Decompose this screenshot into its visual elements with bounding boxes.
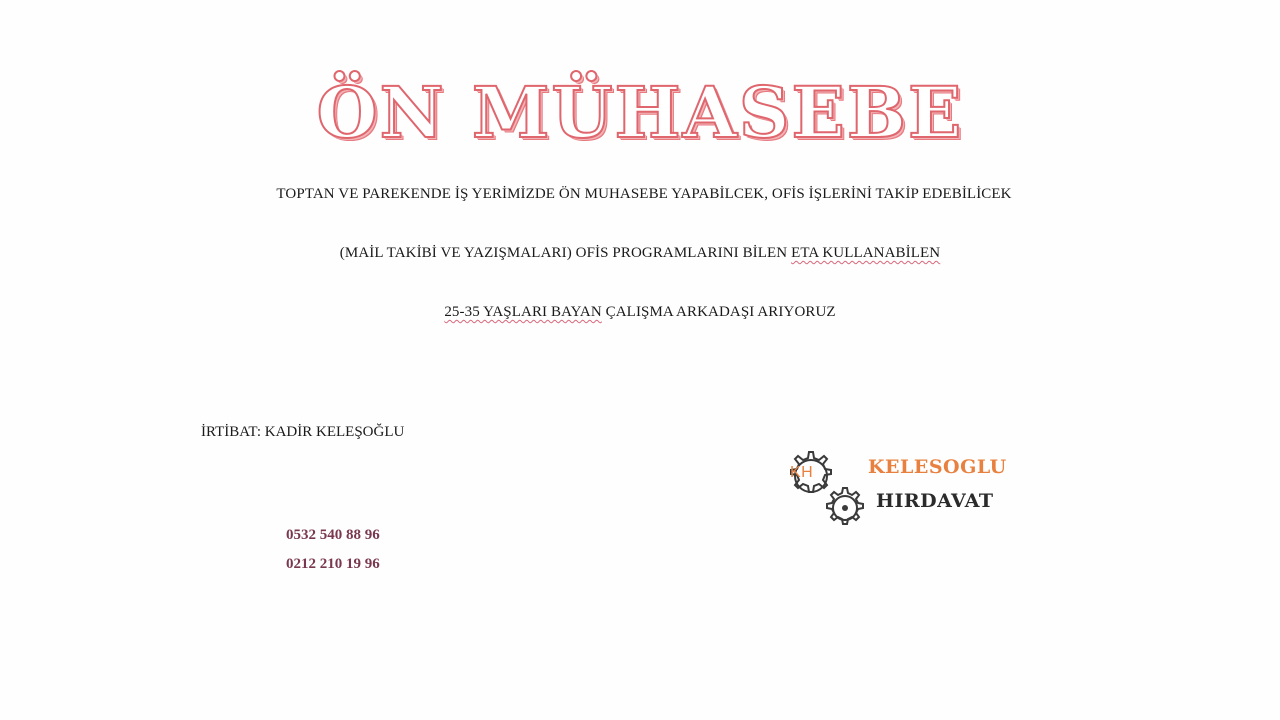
description-line-3-text: ÇALIŞMA ARKADAŞI ARIYORUZ [601, 304, 836, 320]
phone-number-1: 0532 540 88 96 [286, 527, 380, 543]
description-line-3-underlined: 25-35 YAŞLARI BAYAN [444, 304, 602, 320]
description-line-2-underlined: ETA KULLANABİLEN [791, 245, 941, 261]
page-title: ÖN MÜHASEBE [316, 71, 964, 154]
description-line-1: TOPTAN VE PAREKENDE İŞ YERİMİZDE ÖN MUHASEBE YAPABİLCEK, OFİS İŞLERİNİ TAKİP EDEBİLİCEK [276, 186, 1012, 202]
description-line-2 [0, 245, 1280, 262]
phone-number-2: 0212 210 19 96 [286, 556, 380, 572]
logo-company-name: KELESOGLU [868, 456, 1007, 478]
logo-company-type: HIRDAVAT [876, 490, 994, 512]
description-line-3 [0, 304, 1280, 321]
gears-icon [776, 448, 876, 538]
company-logo [776, 448, 1036, 538]
contact-person: İRTİBAT: KADİR KELEŞOĞLU [201, 424, 405, 440]
description-line-2-text: (MAİL TAKİBİ VE YAZIŞMALARI) OFİS PROGRAMLARINI BİLEN [339, 245, 792, 261]
logo-initials: KH [790, 464, 814, 481]
